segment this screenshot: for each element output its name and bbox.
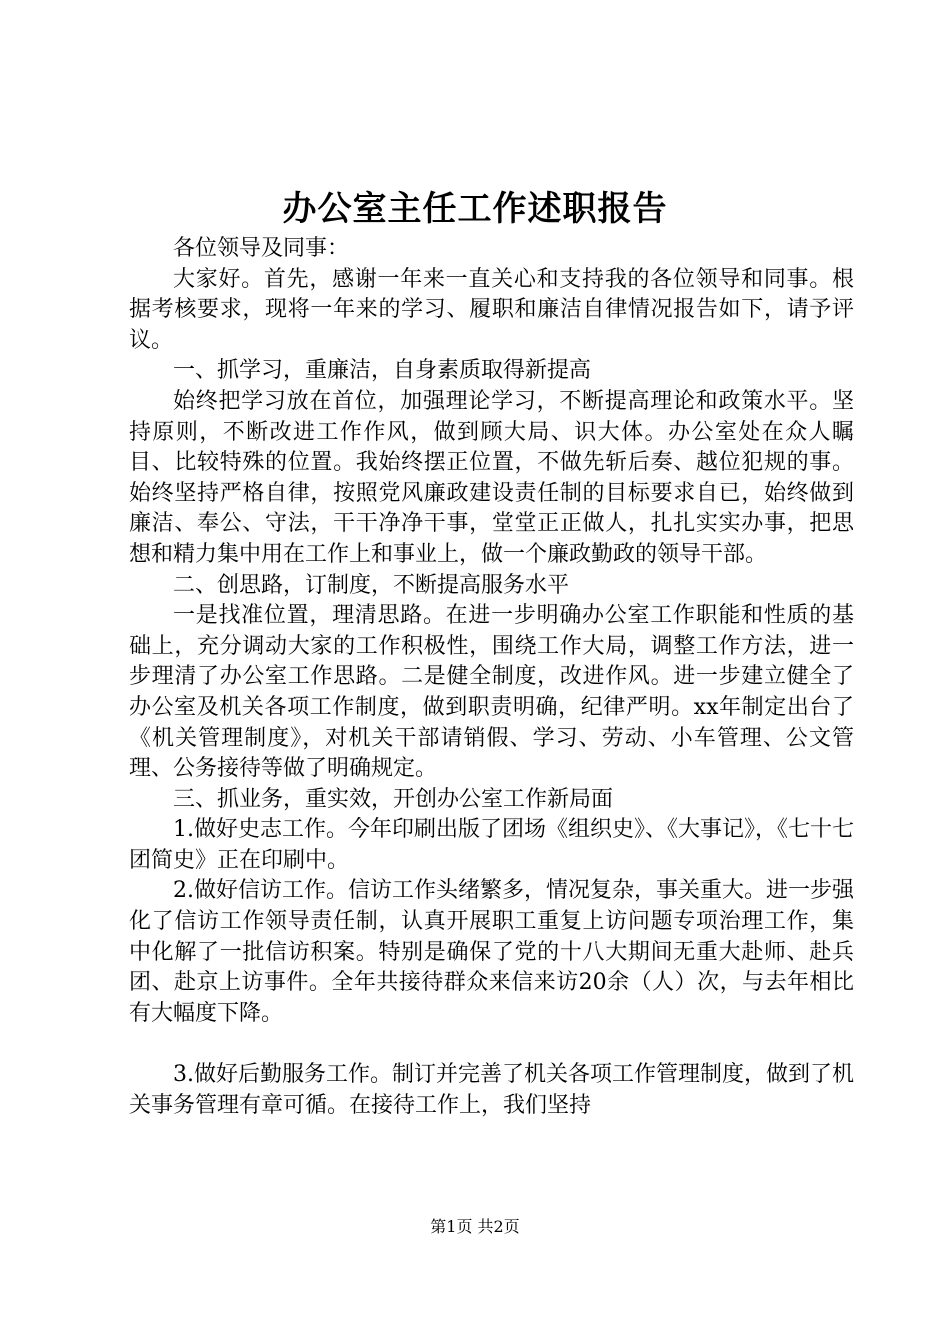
section-heading-3: 三、抓业务，重实效，开创办公室工作新局面	[173, 786, 614, 812]
item-2-paragraph: 2.做好信访工作。信访工作头绪繁多，情况复杂，事关重大。进一步强化了信访工作领导责任制，认真开展职工重复上访问题专项治理工作，集中化解了一批信访积案。特别是确保了党的十八大期间无重大赴师、赴兵团、赴京上访事件。全年共接待群众来信来访20余（人）次，与去年相比有大幅度下降。	[129, 878, 854, 1026]
section-heading-1: 一、抓学习，重廉洁，自身素质取得新提高	[173, 358, 592, 384]
section-1-paragraph: 始终把学习放在首位，加强理论学习，不断提高理论和政策水平。坚持原则，不断改进工作作风，做到顾大局、识大体。办公室处在众人瞩目、比较特殊的位置。我始终摆正位置，不做先斩后奏、越位犯规的事。始终坚持严格自律，按照党风廉政建设责任制的目标要求自已，始终做到廉洁、奉公、守法，干干净净干事，堂堂正正做人，扎扎实实办事，把思想和精力集中用在工作上和事业上，做一个廉政勤政的领导干部。	[129, 388, 854, 567]
intro-paragraph: 大家好。首先，感谢一年来一直关心和支持我的各位领导和同事。根据考核要求，现将一年来的学习、履职和廉洁自律情况报告如下，请予评议。	[129, 266, 854, 353]
page-footer: 第1页 共2页	[430, 1217, 520, 1236]
paragraph-gap	[129, 1029, 854, 1060]
section-heading-2: 二、创思路，订制度，不断提高服务水平	[173, 572, 570, 598]
section-2-paragraph: 一是找准位置，理清思路。在进一步明确办公室工作职能和性质的基础上，充分调动大家的工作积极性，围绕工作大局，调整工作方法，进一步理清了办公室工作思路。二是健全制度，改进作风。进一步建立健全了办公室及机关各项工作制度，做到职责明确，纪律严明。xx年制定出台了《机关管理制度》，对机关干部请销假、学习、劳动、小车管理、公文管理、公务接待等做了明确规定。	[129, 603, 854, 782]
document-body	[129, 234, 854, 1121]
document-title: 办公室主任工作述职报告	[282, 189, 668, 229]
item-1-paragraph: 1.做好史志工作。今年印刷出版了团场《组织史》、《大事记》，《七十七团简史》正在印刷中。	[129, 817, 854, 873]
item-3-paragraph: 3.做好后勤服务工作。制订并完善了机关各项工作管理制度，做到了机关事务管理有章可循。在接待工作上，我们坚持	[129, 1062, 854, 1118]
salutation-paragraph: 各位领导及同事：	[173, 236, 350, 261]
